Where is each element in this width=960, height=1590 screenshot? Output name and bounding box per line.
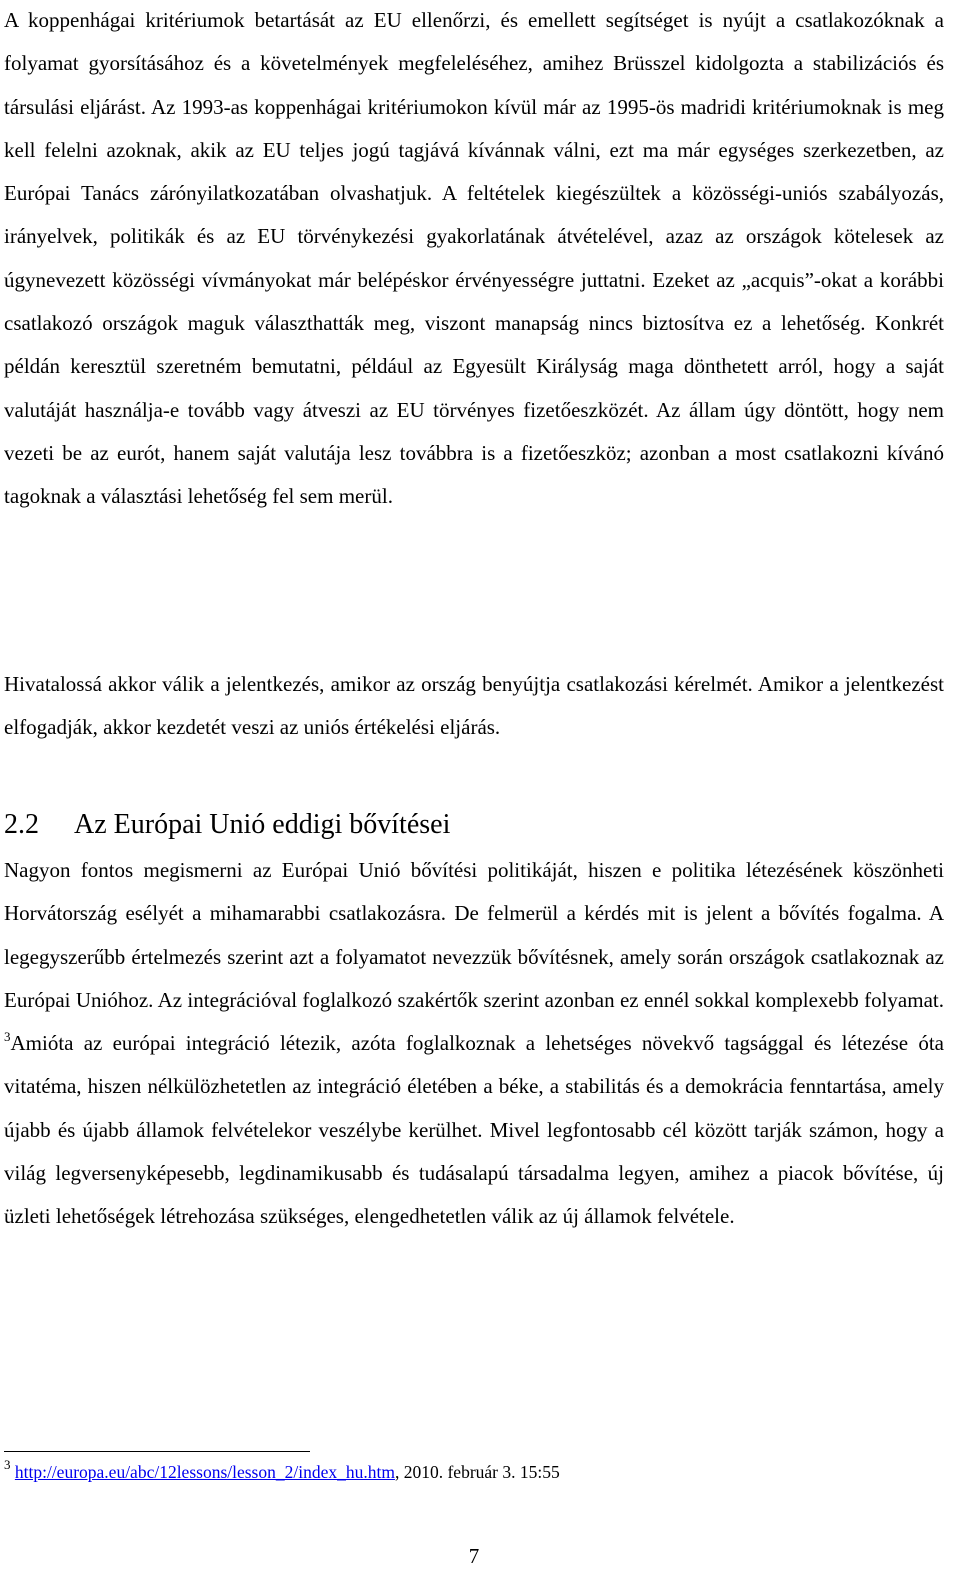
footnote-link[interactable]: http://europa.eu/abc/12lessons/lesson_2/index_hu.htm: [14, 1462, 395, 1482]
footnote-separator: [4, 1451, 310, 1452]
body-paragraph-3: [4, 849, 944, 1239]
body-paragraph-1: A koppenhágai kritériumok betartását az EU ellenőrzi, és emellett segítséget is nyújt a csatlakozóknak a folyamat gyorsításához és a követelmények megfeleléséhez, amihez Brüsszel kidolgozta a stabilizációs és társulási eljárást. Az 1993-as koppenhágai kritériumokon kívül már az 1995-ös madridi kritériumoknak is meg kell felelni azoknak, akik az EU teljes jogú tagjává kívánnak válni, ezt ma már egységes szerkezetben, az Európai Tanács zárónyilatkozatában olvashatjuk. A feltételek kiegészültek a közösségi-uniós szabályozás, irányelvek, politikák és az EU törvénykezési gyakorlatának átvételével, azaz az országok kötelesek az úgynevezett közösségi vívmányokat már belépéskor érvényességre juttatni. Ezeket az „acquis”-okat a korábbi csatlakozó országok maguk választhatták meg, viszont manapság nincs biztosítva ez a lehetőség. Konkrét példán keresztül szeretném bemutatni, például az Egyesült Királyság maga dönthetett arról, hogy a saját valutáját használja-e tovább vagy átveszi az EU törvényes fizetőeszközét. Az állam úgy döntött, hogy nem vezeti be az eurót, hanem saját valutája lesz továbbra is a fizetőeszköz; azonban a most csatlakozni kívánó tagoknak a választási lehetőség fel sem merül.: [4, 8, 944, 509]
footnote-reference-marker[interactable]: 3: [4, 1029, 11, 1045]
paragraph-3-text-start: Nagyon fontos megismerni az Európai Unió bővítési politikáját, hiszen e politika létezésének köszönheti Horvátország esélyét a mihamarabbi csatlakozásra. De felmerül a kérdés mit is jelent a bővítés fogalma. A legegyszerűbb értelmezés szerint azt a folyamatot nevezzük bővítésnek, amely során országok csatlakoznak az Európai Unióhoz. Az integrációval foglalkozó szakértők szerint azonban ez ennél sokkal komplexebb folyamat.: [4, 858, 944, 1012]
footnote: [4, 1457, 560, 1483]
paragraph-3-text-end: Amióta az európai integráció létezik, azóta foglalkoznak a lehetséges növekvő tagsággal és létezése óta vitatéma, hiszen nélkülözhetetlen az integráció életében a béke, a stabilitás és a demokrácia fenntartása, amely újabb és újabb államok felvételekor veszélybe kerülhet. Mivel legfontosabb cél között tarják számon, hogy a világ legversenyképesebb, legdinamikusabb és tudásalapú társadalma legyen, amihez a piacok bővítése, új üzleti lehetőségek létrehozása szükséges, elengedhetetlen válik az új államok felvétele.: [4, 1031, 944, 1229]
page-number: 7: [468, 1544, 480, 1568]
body-paragraph-2: Hivatalossá akkor válik a jelentkezés, amikor az ország benyújtja csatlakozási kérelmét. Amikor a jelentkezést elfogadják, akkor kezdetét veszi az uniós értékelési eljárás.: [4, 672, 944, 740]
section-title: Az Európai Unió eddigi bővítései: [74, 809, 451, 840]
section-heading: [4, 805, 450, 845]
footnote-marker: 3: [4, 1457, 11, 1472]
section-number: 2.2: [4, 809, 39, 840]
footnote-date: , 2010. február 3. 15:55: [394, 1462, 560, 1482]
